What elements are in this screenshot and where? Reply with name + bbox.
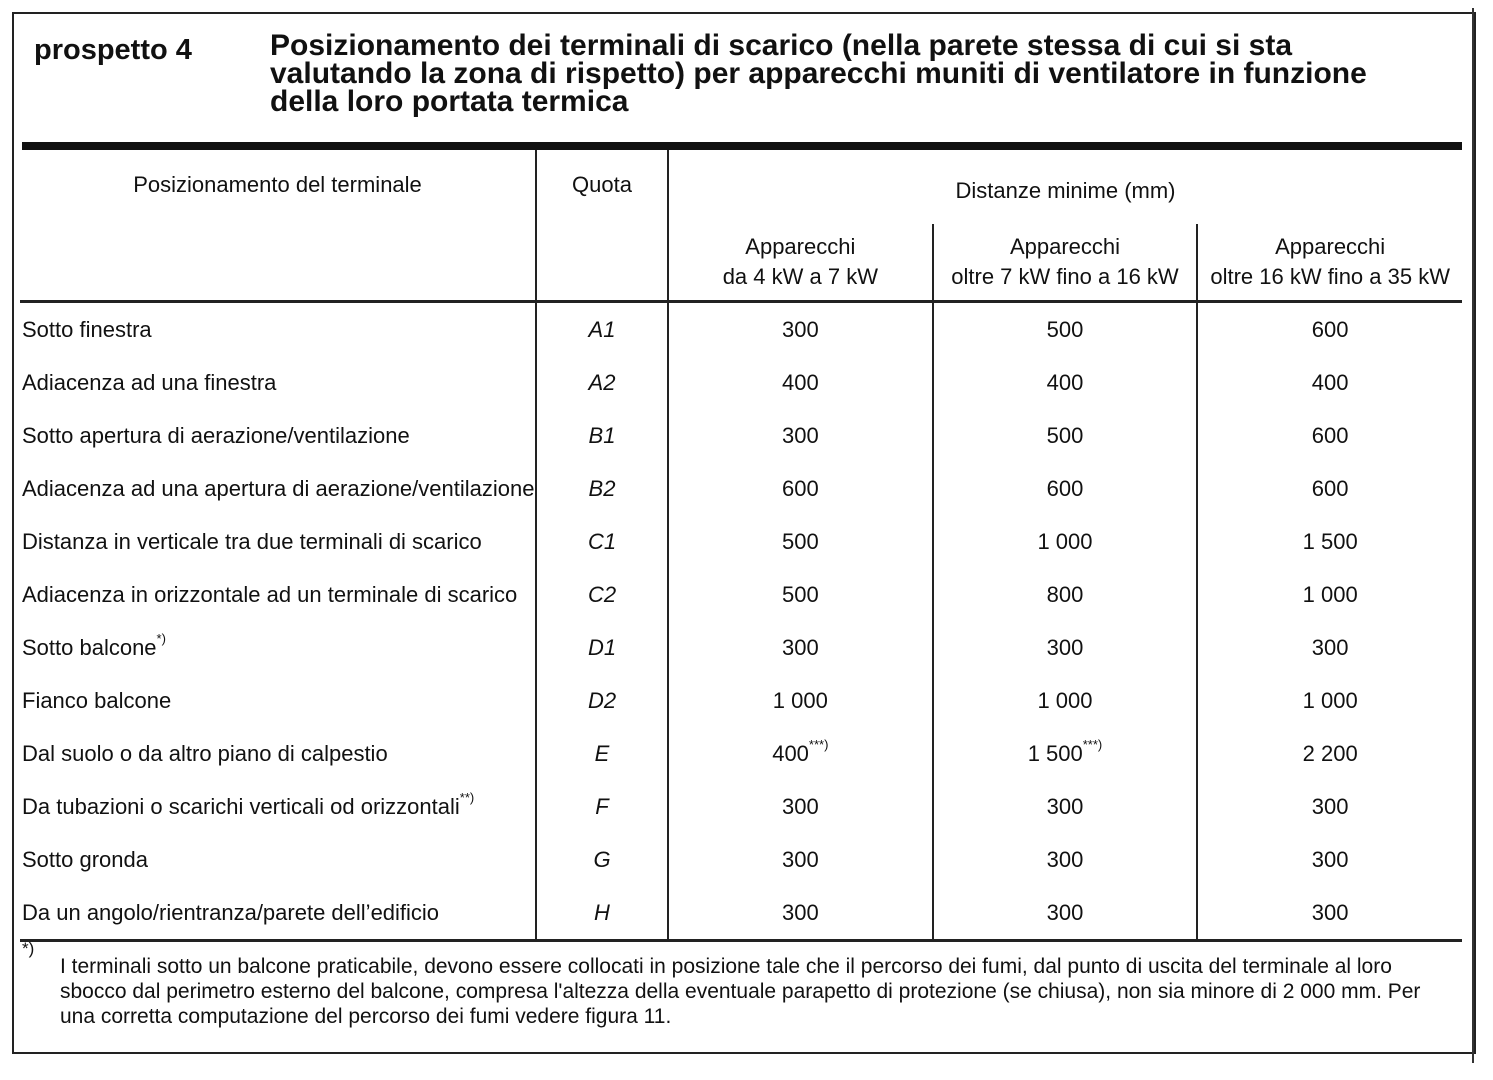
row-label: Sotto gronda <box>22 846 148 872</box>
row-label: Da tubazioni o scarichi verticali od orizzontali <box>22 793 460 819</box>
row-note: **) <box>459 789 475 805</box>
subheader-line: da 4 kW a 7 kW <box>722 264 878 289</box>
row-label: Sotto balcone <box>22 634 157 660</box>
value: 300 <box>1046 846 1084 872</box>
value: 400 <box>772 740 809 766</box>
column-header-16-35kw <box>1197 224 1462 302</box>
value-7-16kw <box>933 780 1198 833</box>
value: 300 <box>1046 634 1084 660</box>
quota-cell: B1 <box>536 409 668 462</box>
subheader-line: Apparecchi <box>745 234 856 259</box>
value: 600 <box>781 475 819 501</box>
value: 400 <box>781 369 819 395</box>
quota-cell: A1 <box>536 302 668 357</box>
value-16-35kw: 300 <box>1197 886 1462 941</box>
row-label: Sotto finestra <box>22 316 152 342</box>
row-label-cell <box>20 674 536 727</box>
table-row <box>20 302 1462 357</box>
row-label-cell <box>20 886 536 941</box>
footnote-text: I terminali sotto un balcone praticabile, devono essere collocati in posizione tale che il percorso dei fumi, dal punto di uscita del terminale al loro sbocco dal perimetro esterno del balcone, compresa l'altezza della eventuale parapetto di protezione (se chiusa), non sia minore di 2 000 mm. Per una corretta computazione del percorso dei fumi vedere figura 11. <box>60 955 1421 1028</box>
value-16-35kw: 1 500 <box>1302 528 1358 554</box>
quota-cell: A2 <box>536 356 668 409</box>
quota-cell: G <box>536 833 668 886</box>
value: 1 500 <box>1027 740 1083 766</box>
table-row <box>20 409 1462 462</box>
value-16-35kw: 400 <box>1311 369 1349 395</box>
distance-table <box>20 150 1462 942</box>
value: 500 <box>781 581 819 607</box>
value-16-35kw: 600 <box>1311 475 1349 501</box>
column-header-7-16kw <box>933 224 1198 302</box>
value: 300 <box>781 793 819 819</box>
value: 1 000 <box>1037 687 1093 713</box>
table-row <box>20 727 1462 780</box>
row-label-cell <box>20 356 536 409</box>
row-label-cell <box>20 780 536 833</box>
value-7-16kw <box>933 568 1198 621</box>
subheader-line: Apparecchi <box>1275 234 1386 259</box>
footnote-mark: *) <box>22 939 35 958</box>
value-4-7kw <box>668 833 933 886</box>
value-7-16kw <box>933 886 1198 941</box>
value-4-7kw <box>668 621 933 674</box>
value-7-16kw <box>933 515 1198 568</box>
column-header-position: Posizionamento del terminale <box>20 150 536 302</box>
quota-cell: C1 <box>536 515 668 568</box>
column-header-4-7kw <box>668 224 933 302</box>
value: 400 <box>1046 369 1084 395</box>
row-label-cell <box>20 515 536 568</box>
row-label-cell <box>20 621 536 674</box>
table-row <box>20 780 1462 833</box>
column-header-distances: Distanze minime (mm) <box>955 178 1176 203</box>
row-label: Fianco balcone <box>22 687 172 713</box>
value-7-16kw <box>933 462 1198 515</box>
row-label-cell <box>20 302 536 357</box>
value-7-16kw <box>933 674 1198 727</box>
table-row <box>20 568 1462 621</box>
row-label: Adiacenza in orizzontale ad un terminale di scarico <box>22 581 518 607</box>
value-4-7kw <box>668 674 933 727</box>
value-4-7kw <box>668 727 933 780</box>
value-16-35kw: 600 <box>1311 316 1349 342</box>
quota-cell: E <box>536 727 668 780</box>
table-row <box>20 515 1462 568</box>
value: 1 000 <box>1037 528 1093 554</box>
value: 500 <box>1046 422 1084 448</box>
value: 500 <box>1046 316 1084 342</box>
table-row <box>20 833 1462 886</box>
quota-cell: H <box>536 886 668 941</box>
column-header-quota: Quota <box>536 150 668 302</box>
value-4-7kw <box>668 409 933 462</box>
value-16-35kw: 2 200 <box>1302 740 1358 766</box>
value: 300 <box>781 422 819 448</box>
row-label: Adiacenza ad una apertura di aerazione/ventilazione <box>22 475 535 501</box>
value: 1 000 <box>772 687 828 713</box>
value-7-16kw <box>933 833 1198 886</box>
subheader-line: oltre 16 kW fino a 35 kW <box>1210 264 1450 289</box>
row-note: *) <box>156 630 166 646</box>
value-note: ***) <box>1082 736 1103 752</box>
table-row <box>20 674 1462 727</box>
value: 800 <box>1046 581 1084 607</box>
value-7-16kw <box>933 621 1198 674</box>
table-row <box>20 462 1462 515</box>
value-16-35kw: 300 <box>1311 846 1349 872</box>
table-row <box>20 621 1462 674</box>
row-label: Distanza in verticale tra due terminali di scarico <box>22 528 482 554</box>
value-7-16kw <box>933 356 1198 409</box>
quota-cell: D1 <box>536 621 668 674</box>
value-7-16kw <box>933 727 1198 780</box>
value-4-7kw <box>668 780 933 833</box>
row-label-cell <box>20 568 536 621</box>
value: 300 <box>781 846 819 872</box>
table-title: Posizionamento dei terminali di scarico (nella parete stessa di cui si sta valutando la zona di rispetto) per apparecchi muniti di ventilatore in funzione della loro portata termica <box>270 29 1367 118</box>
value: 300 <box>1046 899 1084 925</box>
value-4-7kw <box>668 515 933 568</box>
header-divider <box>22 142 1462 150</box>
quota-cell: C2 <box>536 568 668 621</box>
row-label-cell <box>20 727 536 780</box>
quota-cell: F <box>536 780 668 833</box>
value-4-7kw <box>668 462 933 515</box>
value: 500 <box>781 528 819 554</box>
value-16-35kw: 300 <box>1311 793 1349 819</box>
row-label-cell <box>20 462 536 515</box>
value-16-35kw: 1 000 <box>1302 581 1358 607</box>
value: 300 <box>781 899 819 925</box>
value: 300 <box>781 316 819 342</box>
value-16-35kw: 600 <box>1311 422 1349 448</box>
value-4-7kw <box>668 568 933 621</box>
value-note: ***) <box>808 736 829 752</box>
row-label: Dal suolo o da altro piano di calpestio <box>22 740 388 766</box>
value-7-16kw <box>933 302 1198 357</box>
table-label: prospetto 4 <box>34 34 192 66</box>
value-16-35kw: 300 <box>1311 634 1349 660</box>
value-4-7kw <box>668 356 933 409</box>
table-header <box>22 30 1462 140</box>
value-4-7kw <box>668 302 933 357</box>
row-label: Adiacenza ad una finestra <box>22 369 277 395</box>
value-4-7kw <box>668 886 933 941</box>
table-row <box>20 886 1462 941</box>
value: 600 <box>1046 475 1084 501</box>
subheader-line: Apparecchi <box>1009 234 1121 259</box>
quota-cell: B2 <box>536 462 668 515</box>
value-7-16kw <box>933 409 1198 462</box>
value: 300 <box>781 634 819 660</box>
subheader-line: oltre 7 kW fino a 16 kW <box>951 264 1179 289</box>
row-label-cell <box>20 409 536 462</box>
quota-cell: D2 <box>536 674 668 727</box>
table-row <box>20 356 1462 409</box>
value: 300 <box>1046 793 1084 819</box>
row-label-cell <box>20 833 536 886</box>
value-16-35kw: 1 000 <box>1302 687 1358 713</box>
row-label: Da un angolo/rientranza/parete dell’edificio <box>22 899 440 925</box>
row-label: Sotto apertura di aerazione/ventilazione <box>22 422 410 448</box>
page-edge-line <box>1472 8 1474 1063</box>
